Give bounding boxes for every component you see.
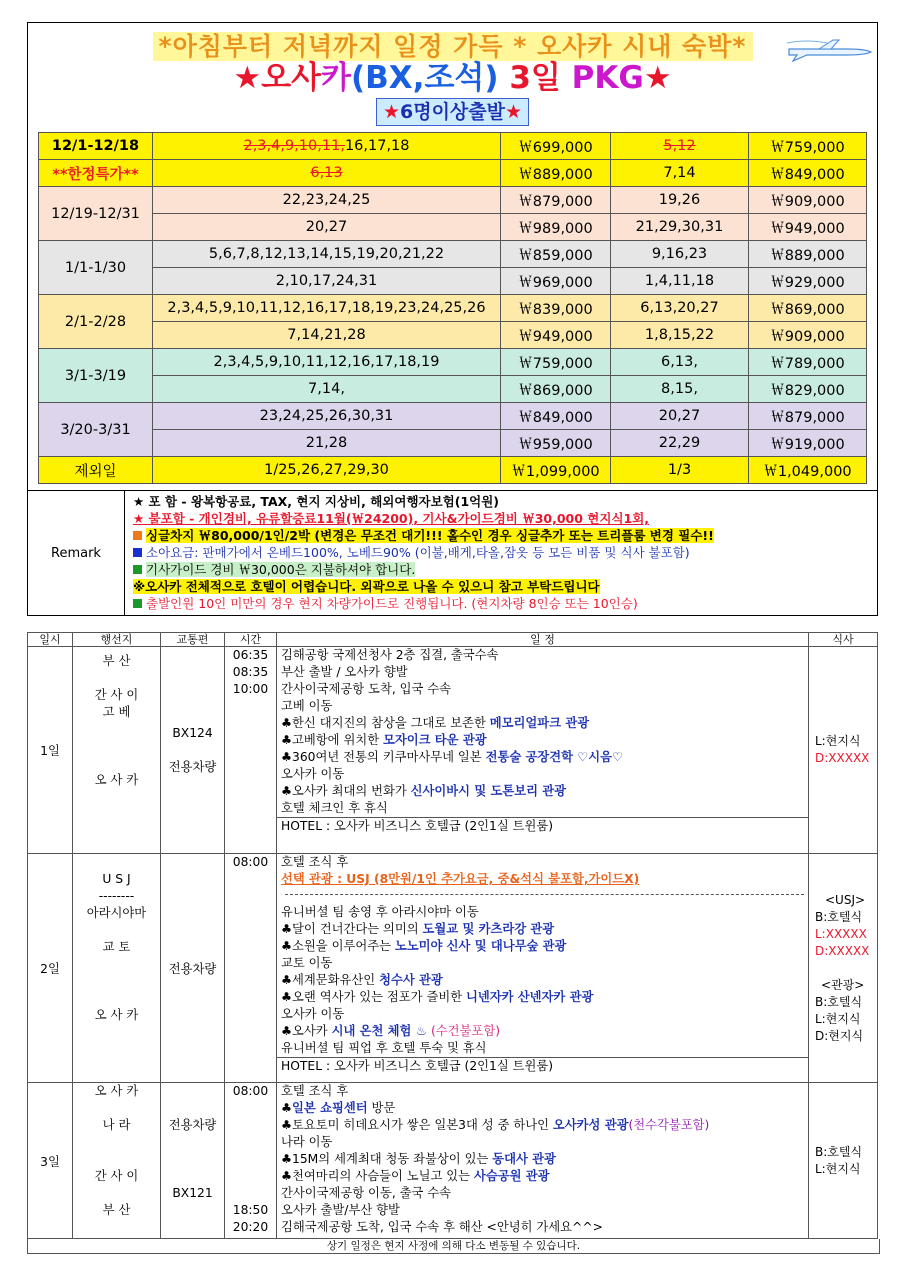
meals: <USJ> B:호텔식 L:XXXXX D:XXXXX <관광> B:호텔식 L:현지식 D:현지식 [809, 854, 878, 1083]
remark-min-people: 출발인원 10인 미만의 경우 현지 차량가이드로 진행됩니다. (현지차량 8인승 또는 10인승) [133, 595, 869, 612]
times: 06:35 08:35 10:00 [225, 647, 277, 854]
remark-single-charge: 싱글차지 ￦80,000/1인/2박 (변경은 무조건 대기!!! 홀수인 경우 싱글추가 또는 트리플룸 변경 필수!! [133, 527, 869, 544]
header [27, 22, 878, 127]
schedule: 호텔 조식 후 ♣일본 쇼핑센터 방문 ♣토요토미 히데요시가 쌓은 일본3대 성 중 하나인 오사카성 관광(천수각불포함) 나라 이동 ♣15M의 세계최대 청동 좌불상이 있는 동대사 관광 ♣천여마리의 사슴들이 노닐고 있는 사슴공원 관광 간사이국제공항 이동, 출국 수속 오사카 출발/부산 향발 김해국제공항 도착, 입국 수속 후 해산 <안녕히 가세요^^> [277, 1083, 809, 1239]
price-row: 7,14,21,28 ￦949,000 1,8,15,22 ￦909,000 [39, 322, 867, 349]
price: ￦699,000 [501, 133, 611, 160]
remark-guide-fee: 기사가이드 경비 ￦30,000은 지불하셔야 합니다. [133, 561, 869, 578]
period-label: 제외일 [39, 457, 153, 484]
blue-square-icon [133, 548, 142, 557]
remark-section [27, 491, 878, 616]
remark-hotel-notice: ※오사카 전체적으로 호텔이 어렵습니다. 외곽으로 나올 수 있으니 참고 부탁드립니다 [133, 579, 600, 594]
meals: B:호텔식 L:현지식 [809, 1083, 878, 1239]
price-row [39, 133, 867, 160]
period-label: 2/1-2/28 [39, 295, 153, 349]
price-table-wrap [27, 127, 878, 491]
remark-body [125, 491, 877, 615]
hotel-info: HOTEL : 오사카 비즈니스 호텔급 (2인1실 트윈룸) [277, 1057, 808, 1075]
min-participants-badge: ★6명이상출발★ [28, 98, 877, 126]
remark-child-fare: 소아요금: 판매가에서 온베드100%, 노베드90% (이불,배게,타올,잠옷 등 모든 비품 및 식사 불포함) [133, 544, 869, 561]
price-row: 2,10,17,24,31 ￦969,000 1,4,11,18 ￦929,000 [39, 268, 867, 295]
remark-label: Remark [28, 491, 125, 615]
price-row: 2/1-2/28 2,3,4,5,9,10,11,12,16,17,18,19,23,24,25,26 ￦839,000 6,13,20,27 ￦869,000 [39, 295, 867, 322]
departure-dates: 2,3,4,9,10,11,16,17,18 [153, 133, 501, 160]
departure-dates: 6,13 [153, 160, 501, 187]
orange-square-icon [133, 531, 142, 540]
price: ￦759,000 [749, 133, 867, 160]
period-label: 12/1-12/18 [39, 133, 153, 160]
day-row-2 [28, 854, 878, 1083]
header-title: ★오사카(BX,조석) 3일 PKG★ [233, 60, 672, 96]
departure-dates: 5,12 [611, 133, 749, 160]
period-label: **한정특가** [39, 160, 153, 187]
schedule: 호텔 조식 후 선택 관광 : USJ (8만원/1인 추가요금, 중&석식 불포함,가이드X) 유니버셜 팀 송영 후 아라시야마 이동 ♣달이 건너간다는 의미의 도월교 및 카츠라강 관광 ♣소원을 이루어주는 노노미야 신사 및 대나무숲 관광 교토 이동 ♣세계문화유산인 청수사 관광 ♣오랜 역사가 있는 점포가 즐비한 니넨자카 산넨자카 관광 오사카 이동 ♣오사카 시내 온천 체험 ♨ (수건불포함) 유니버셜 팀 픽업 후 호텔 투숙 및 휴식 HOTEL : 오사카 비즈니스 호텔급 (2인1실 트윈룸) [277, 854, 809, 1083]
price-row: 3/20-3/31 23,24,25,26,30,31 ￦849,000 20,27 ￦879,000 [39, 403, 867, 430]
itinerary-header: 일시 행선지 교통편 시간 일 정 식사 [28, 633, 878, 647]
dashed-divider [285, 894, 804, 895]
remark-excluded: ★ 불포함 - 개인경비, 유류할증료11월(￦24200), 기사&가이드경비 ￦30,000 현지식1회, [133, 511, 650, 526]
period-label: 1/1-1/30 [39, 241, 153, 295]
destinations: 오 사 카 나 라 간 사 이 부 산 [73, 1083, 161, 1239]
times: 08:00 18:50 20:20 [225, 1083, 277, 1239]
destinations: U S J -------- 아라시야마 교 토 오 사 카 [73, 854, 161, 1083]
price-row: 20,27 ￦989,000 21,29,30,31 ￦949,000 [39, 214, 867, 241]
destinations: 부 산 간 사 이 고 베 오 사 카 [73, 647, 161, 854]
departure-dates: 7,14 [611, 160, 749, 187]
itinerary-table [27, 632, 878, 1239]
period-label: 12/19-12/31 [39, 187, 153, 241]
day-label: 1일 [28, 647, 73, 854]
price-row: 7,14, ￦869,000 8,15, ￦829,000 [39, 376, 867, 403]
remark-included: ★ 포 함 - 왕복항공료, TAX, 현지 지상비, 해외여행자보험(1억원) [133, 494, 500, 509]
tour-document [27, 22, 878, 1254]
price: ￦889,000 [501, 160, 611, 187]
period-label: 3/1-3/19 [39, 349, 153, 403]
transport: 전용차량 BX121 [161, 1083, 225, 1239]
period-label: 3/20-3/31 [39, 403, 153, 457]
price-row: 1/1-1/30 5,6,7,8,12,13,14,15,19,20,21,22 ￦859,000 9,16,23 ￦889,000 [39, 241, 867, 268]
price-table [38, 132, 867, 484]
meals: L:현지식 D:XXXXX [809, 647, 878, 854]
header-subtitle: *아침부터 저녁까지 일정 가득 * 오사카 시내 숙박* [28, 27, 877, 63]
times: 08:00 [225, 854, 277, 1083]
day-row-1 [28, 647, 878, 854]
price-row: 3/1-3/19 2,3,4,5,9,10,11,12,16,17,18,19 ￦759,000 6,13, ￦789,000 [39, 349, 867, 376]
hotel-info: HOTEL : 오사카 비즈니스 호텔급 (2인1실 트윈룸) [277, 817, 808, 835]
optional-tour: 선택 관광 : USJ (8만원/1인 추가요금, 중&석식 불포함,가이드X) [281, 872, 640, 886]
transport: BX124 전용차량 [161, 647, 225, 854]
footer-note: 상기 일정은 현지 사정에 의해 다소 변동될 수 있습니다. [27, 1239, 880, 1254]
green-square-icon [133, 565, 142, 574]
schedule: 김해공항 국제선청사 2층 집결, 출국수속 부산 출발 / 오사카 향발 간사이국제공항 도착, 입국 수속 고베 이동 ♣한신 대지진의 참상을 그대로 보존한 메모리얼파크 관광 ♣고베항에 위치한 모자이크 타운 관광 ♣360여년 전통의 키쿠마사무네 일본 전통술 공장견학 ♡시음♡ 오사카 이동 ♣오사카 최대의 번화가 신사이바시 및 도톤보리 관광 호텔 체크인 후 휴식 HOTEL : 오사카 비즈니스 호텔급 (2인1실 트윈룸) [277, 647, 809, 854]
price-row [39, 160, 867, 187]
transport: 전용차량 [161, 854, 225, 1083]
day-row-3 [28, 1083, 878, 1239]
price-row: 21,28 ￦959,000 22,29 ￦919,000 [39, 430, 867, 457]
day-label: 2일 [28, 854, 73, 1083]
day-label: 3일 [28, 1083, 73, 1239]
price: ￦849,000 [749, 160, 867, 187]
price-row-excluded: 제외일 1/25,26,27,29,30 ￦1,099,000 1/3 ￦1,049,000 [39, 457, 867, 484]
price-row: 12/19-12/31 22,23,24,25 ￦879,000 19,26 ￦909,000 [39, 187, 867, 214]
green-square-icon [133, 599, 142, 608]
